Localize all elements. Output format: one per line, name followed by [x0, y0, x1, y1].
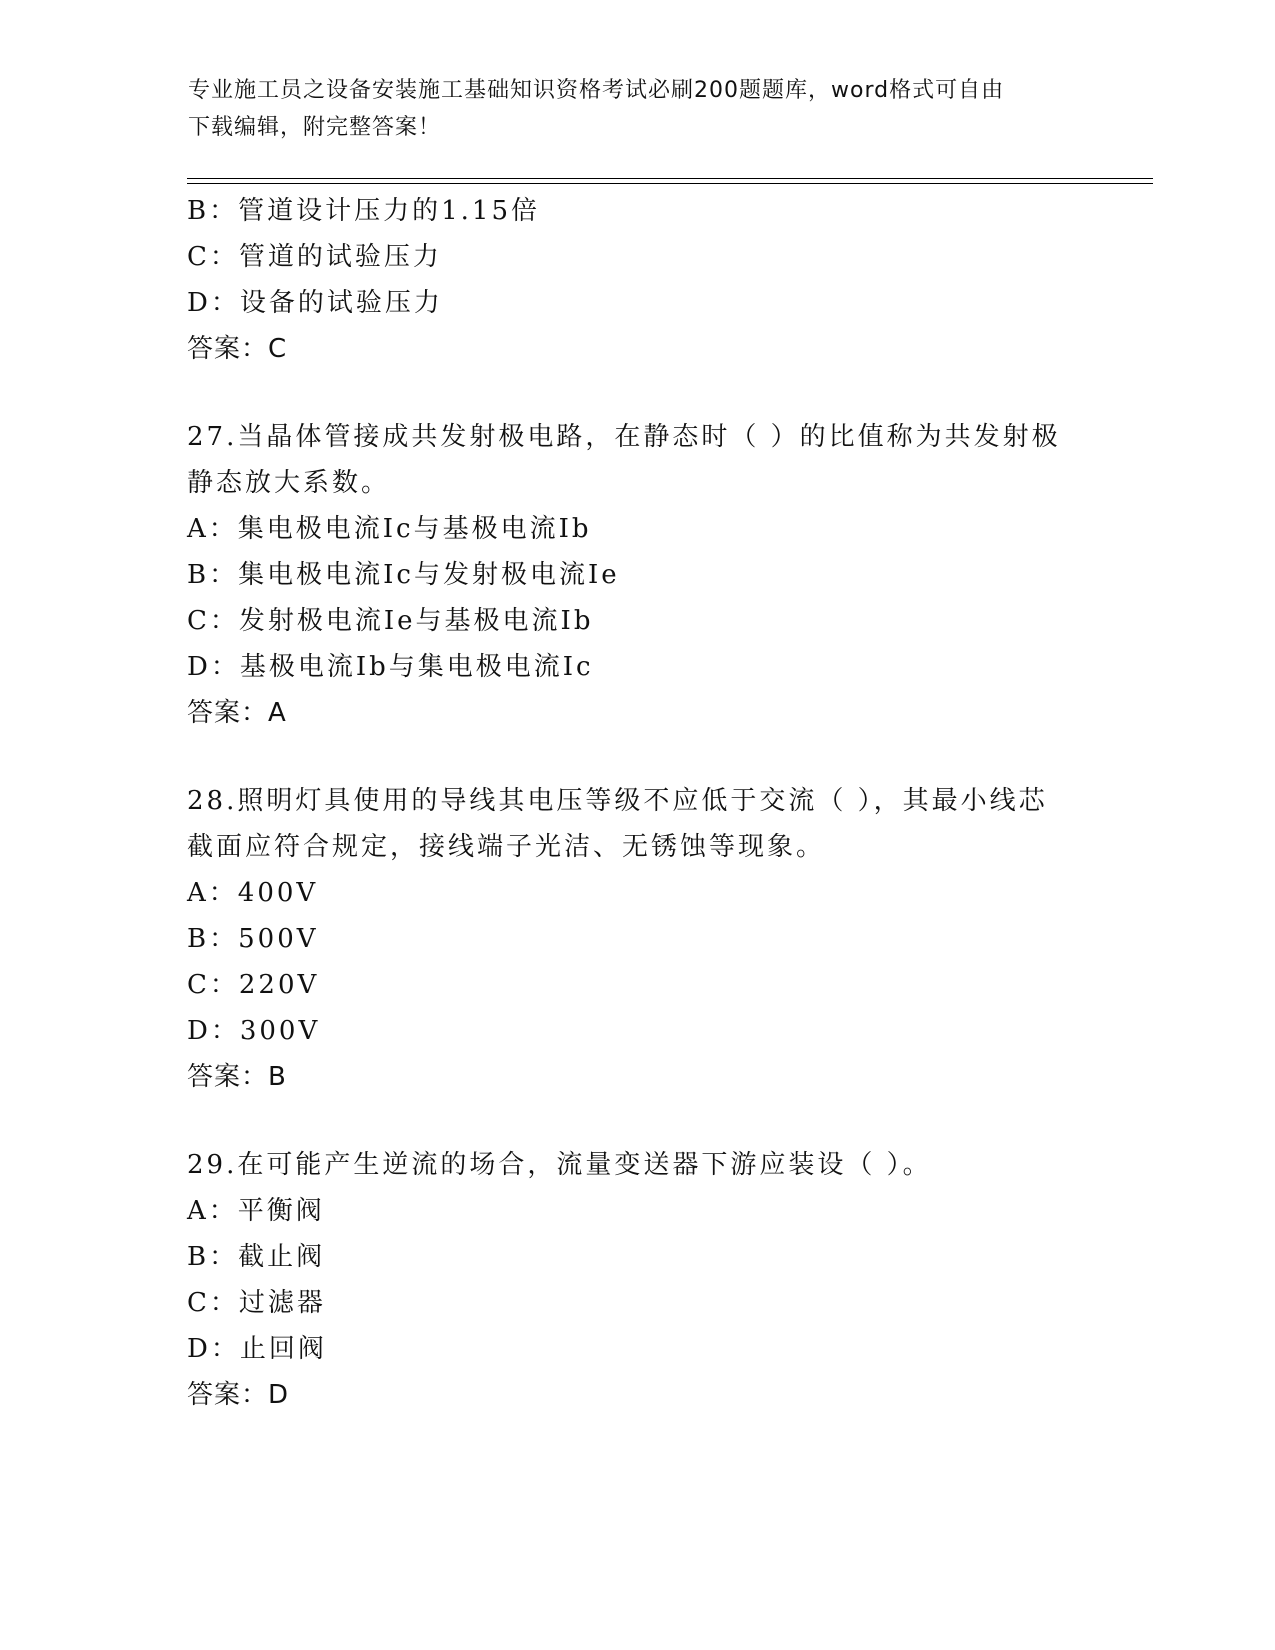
- question-29: [187, 1142, 1087, 1418]
- question-28: [187, 778, 1087, 1100]
- q29-stem-line-1: 29.在可能产生逆流的场合，流量变送器下游应装设（ ）。: [187, 1150, 932, 1180]
- q28-answer: 答案：B: [187, 1062, 287, 1092]
- q27-option-a: A：集电极电流Ic与基极电流Ib: [187, 514, 592, 544]
- q28-option-a: A：400V: [187, 878, 319, 908]
- header-divider-top: [187, 178, 1153, 179]
- q27-stem-line-1: 27.当晶体管接成共发射极电路，在静态时（ ）的比值称为共发射极: [187, 422, 1061, 452]
- question-27: [187, 414, 1087, 736]
- q28-option-d: D：300V: [187, 1016, 321, 1046]
- q28-option-c: C：220V: [187, 970, 320, 1000]
- q28-stem-line-2: 截面应符合规定，接线端子光洁、无锈蚀等现象。: [187, 832, 826, 862]
- question-gap: [187, 736, 1087, 778]
- q29-answer: 答案：D: [187, 1380, 290, 1410]
- question-gap: [187, 1100, 1087, 1142]
- q27-option-d: D：基极电流Ib与集电极电流Ic: [187, 652, 594, 682]
- question-content: [187, 188, 1087, 1418]
- q29-option-b: B：截止阀: [187, 1242, 326, 1272]
- q27-stem-line-2: 静态放大系数。: [187, 468, 391, 498]
- header-line-1: 专业施工员之设备安装施工基础知识资格考试必刷200题题库，word格式可自由: [188, 78, 1005, 103]
- q29-option-d: D：止回阀: [187, 1334, 327, 1364]
- q28-option-b: B：500V: [187, 924, 319, 954]
- question-26-tail: [187, 188, 1087, 372]
- q27-option-b: B：集电极电流Ic与发射极电流Ie: [187, 560, 620, 590]
- q29-option-c: C：过滤器: [187, 1288, 326, 1318]
- document-header: [188, 72, 1088, 146]
- q29-option-a: A：平衡阀: [187, 1196, 325, 1226]
- q27-option-c: C：发射极电流Ie与基极电流Ib: [187, 606, 594, 636]
- q26-option-c: C：管道的试验压力: [187, 242, 442, 272]
- header-line-2: 下载编辑，附完整答案！: [188, 115, 442, 140]
- q27-answer: 答案：A: [187, 698, 287, 728]
- q26-option-d: D：设备的试验压力: [187, 288, 443, 318]
- question-gap: [187, 372, 1087, 414]
- q26-option-b: B：管道设计压力的1.15倍: [187, 196, 540, 226]
- header-divider-bottom: [187, 183, 1153, 184]
- q26-answer: 答案：C: [187, 334, 288, 364]
- q28-stem-line-1: 28.照明灯具使用的导线其电压等级不应低于交流（ ），其最小线芯: [187, 786, 1048, 816]
